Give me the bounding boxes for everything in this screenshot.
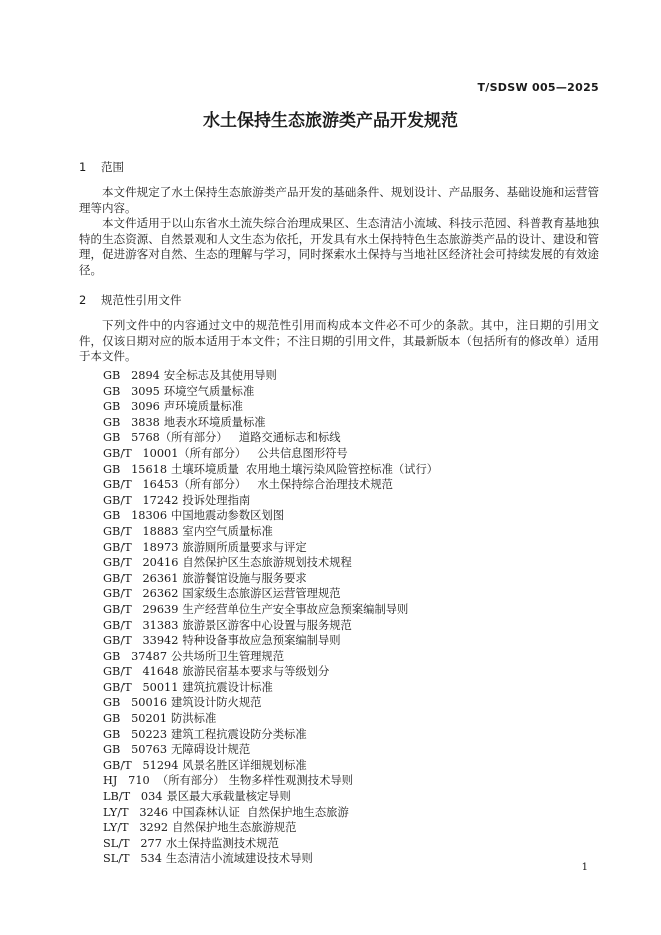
reference-list — [103, 368, 438, 867]
reference-code: GB 3096 — [103, 400, 160, 414]
reference-title: 景区最大承载量核定导则 — [166, 790, 291, 804]
reference-title: 建筑设计防火规范 — [171, 696, 262, 710]
section-heading-text: 规范性引用文件 — [101, 293, 182, 307]
reference-code: GB/T 18883 — [103, 524, 179, 538]
reference-code: HJ 710 （所有部分） — [103, 774, 225, 788]
reference-item — [103, 680, 438, 696]
section-heading-normative-references — [79, 292, 182, 308]
document-title: 水土保持生态旅游类产品开发规范 — [203, 111, 458, 131]
reference-code: GB 15618 — [103, 462, 168, 476]
reference-item — [103, 493, 438, 509]
reference-code: LY/T 3246 — [103, 805, 169, 819]
reference-title: 风景名胜区详细规划标准 — [182, 758, 307, 772]
section-number: 1 — [79, 160, 87, 174]
reference-item — [103, 711, 438, 727]
reference-item — [103, 789, 438, 805]
section-number: 2 — [79, 293, 87, 307]
reference-code: GB/T 50011 — [103, 680, 179, 694]
reference-title: 旅游餐馆设施与服务要求 — [182, 571, 307, 585]
reference-title: 生态清洁小流域建设技术导则 — [165, 852, 313, 866]
section-heading-text: 范围 — [101, 160, 124, 174]
paragraph: 本文件规定了水土保持生态旅游类产品开发的基础条件、规划设计、产品服务、基础设施和运营管理等内容。 — [79, 185, 599, 215]
reference-item — [103, 727, 438, 743]
reference-title: 道路交通标志和标线 — [231, 431, 341, 445]
reference-code: GB/T 26362 — [103, 587, 179, 601]
reference-item — [103, 633, 438, 649]
reference-item — [103, 399, 438, 415]
reference-item — [103, 618, 438, 634]
standard-code: T/SDSW 005—2025 — [477, 81, 599, 94]
reference-code: LY/T 3292 — [103, 821, 169, 835]
paragraph: 下列文件中的内容通过文中的规范性引用而构成本文件必不可少的条款。其中，注日期的引用文件，仅该日期对应的版本适用于本文件；不注日期的引用文件，其最新版本（包括所有的修改单）适用于本文件。 — [79, 318, 599, 363]
reference-title: 生物多样性观测技术导则 — [228, 774, 353, 788]
reference-title: 地表水环境质量标准 — [163, 415, 266, 429]
reference-code: GB 50201 — [103, 712, 168, 726]
reference-item — [103, 851, 438, 867]
reference-title: 中国地震动参数区划图 — [171, 509, 285, 523]
reference-title: 公共场所卫生管理规范 — [171, 649, 285, 663]
reference-title: 中国森林认证 自然保护地生态旅游 — [172, 805, 349, 819]
reference-code: GB 2894 — [103, 369, 160, 382]
reference-title: 土壤环境质量 农用地土壤污染风险管控标准（试行） — [171, 462, 439, 476]
reference-title: 投诉处理指南 — [182, 493, 251, 507]
reference-code: GB 37487 — [103, 649, 168, 663]
reference-code: GB/T 31383 — [103, 618, 179, 632]
reference-code: SL/T 534 — [103, 852, 162, 866]
reference-item — [103, 368, 438, 384]
reference-item — [103, 524, 438, 540]
reference-item — [103, 836, 438, 852]
reference-title: 生产经营单位生产安全事故应急预案编制导则 — [182, 602, 409, 616]
reference-code: SL/T 277 — [103, 836, 162, 850]
reference-title: 声环境质量标准 — [163, 400, 243, 414]
reference-code: GB/T 29639 — [103, 602, 179, 616]
reference-title: 国家级生态旅游区运营管理规范 — [182, 587, 341, 601]
reference-item — [103, 586, 438, 602]
reference-item — [103, 571, 438, 587]
reference-code: GB/T 33942 — [103, 634, 179, 648]
reference-code: GB 50763 — [103, 743, 168, 757]
reference-code: LB/T 034 — [103, 790, 163, 804]
reference-title: 安全标志及其使用导则 — [163, 369, 277, 382]
reference-item — [103, 805, 438, 821]
reference-title: 建筑工程抗震设防分类标准 — [171, 727, 307, 741]
reference-item — [103, 820, 438, 836]
reference-item — [103, 602, 438, 618]
reference-title: 公共信息图形符号 — [250, 446, 348, 460]
reference-item — [103, 555, 438, 571]
reference-item — [103, 773, 438, 789]
reference-title: 自然保护区生态旅游规划技术规程 — [182, 556, 352, 570]
reference-title: 水土保持监测技术规范 — [165, 836, 279, 850]
reference-code: GB 50016 — [103, 696, 168, 710]
reference-item — [103, 695, 438, 711]
reference-code: GB 3095 — [103, 384, 160, 398]
reference-code: GB/T 20416 — [103, 556, 179, 570]
section-heading-scope — [79, 159, 124, 175]
reference-title: 旅游厕所质量要求与评定 — [182, 540, 307, 554]
reference-item — [103, 508, 438, 524]
reference-code: GB/T 10001（所有部分） — [103, 446, 247, 460]
page-number: 1 — [581, 862, 588, 873]
reference-title: 旅游民宿基本要求与等级划分 — [182, 665, 330, 679]
reference-title: 环境空气质量标准 — [163, 384, 255, 398]
reference-code: GB/T 17242 — [103, 493, 179, 507]
reference-item — [103, 758, 438, 774]
reference-item — [103, 742, 438, 758]
reference-item — [103, 415, 438, 431]
reference-title: 水土保持综合治理技术规范 — [250, 478, 393, 492]
reference-item — [103, 462, 438, 478]
reference-code: GB/T 16453（所有部分） — [103, 478, 247, 492]
reference-code: GB 50223 — [103, 727, 168, 741]
reference-item — [103, 384, 438, 400]
reference-code: GB 5768（所有部分） — [103, 431, 228, 445]
reference-code: GB/T 26361 — [103, 571, 179, 585]
reference-item — [103, 446, 438, 462]
paragraph: 本文件适用于以山东省水土流失综合治理成果区、生态清洁小流域、科技示范园、科普教育基地独特的生态资源、自然景观和人文生态为依托，开发具有水土保持特色生态旅游类产品的设计、建设和管理，促进游客对自然、生态的理解与学习，同时探索水土保持与当地社区经济社会可持续发展的有效途径。 — [79, 216, 599, 277]
reference-title: 建筑抗震设计标准 — [182, 680, 273, 694]
reference-title: 特种设备事故应急预案编制导则 — [182, 634, 341, 648]
reference-item — [103, 430, 438, 446]
reference-code: GB 3838 — [103, 415, 160, 429]
reference-title: 旅游景区游客中心设置与服务规范 — [182, 618, 352, 632]
reference-item — [103, 540, 438, 556]
reference-item — [103, 664, 438, 680]
reference-item — [103, 649, 438, 665]
reference-title: 室内空气质量标准 — [182, 524, 273, 538]
reference-title: 自然保护地生态旅游规范 — [172, 821, 297, 835]
reference-code: GB/T 51294 — [103, 758, 179, 772]
reference-item — [103, 477, 438, 493]
reference-code: GB/T 18973 — [103, 540, 179, 554]
reference-title: 无障碍设计规范 — [171, 743, 251, 757]
reference-code: GB/T 41648 — [103, 665, 179, 679]
reference-code: GB 18306 — [103, 509, 168, 523]
reference-title: 防洪标准 — [171, 712, 217, 726]
